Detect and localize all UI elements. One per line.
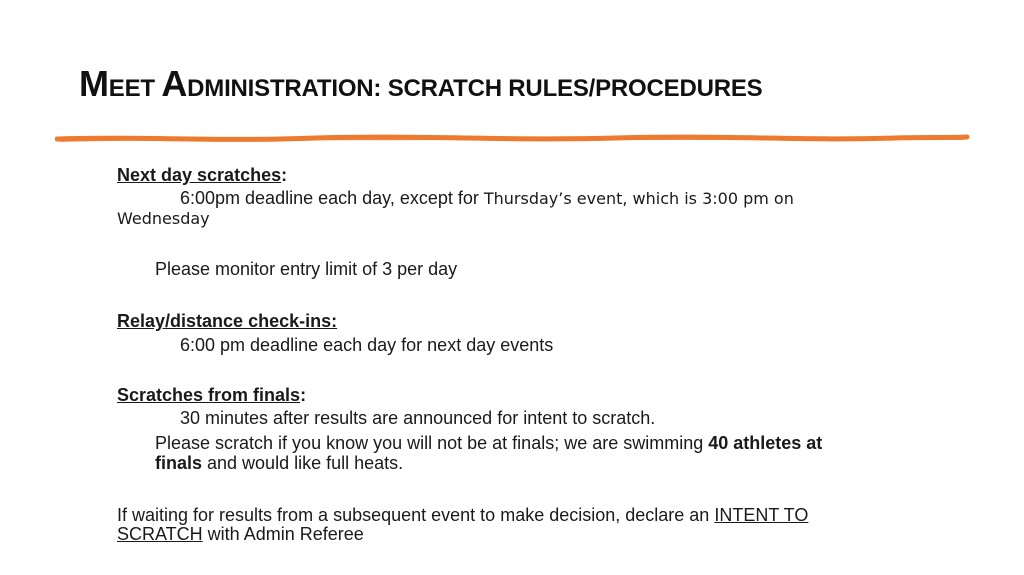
relay-heading: Relay/distance check-ins: (117, 311, 338, 331)
finals-heading-line: Scratches from finals: (117, 385, 307, 405)
entry-limit-note: Please monitor entry limit of 3 per day (155, 259, 458, 279)
next-day-deadline-cont: Wednesday (117, 209, 210, 228)
intent-to-scratch-link: INTENT TO (714, 505, 809, 525)
intent-note-cont: SCRATCH with Admin Referee (117, 524, 364, 544)
intent-to-scratch-link-cont: SCRATCH (117, 524, 203, 544)
next-day-deadline: 6:00pm deadline each day, except for Thursday’s event, which is 3:00 pm on (180, 188, 794, 208)
next-day-heading-line: Next day scratches: (117, 165, 288, 185)
relay-deadline: 6:00 pm deadline each day for next day events (180, 335, 554, 355)
orange-brush-divider (55, 128, 970, 148)
next-day-heading: Next day scratches (117, 165, 282, 185)
finals-deadline: 30 minutes after results are announced for intent to scratch. (180, 408, 656, 428)
finals-heading: Scratches from finals (117, 385, 301, 405)
finals-note-cont: finals and would like full heats. (155, 453, 404, 473)
intent-note: If waiting for results from a subsequent event to make decision, declare an INTENT TO (117, 505, 809, 525)
finals-note: Please scratch if you know you will not be at finals; we are swimming 40 athletes at (155, 433, 823, 453)
slide-title: MEET ADMINISTRATION: SCRATCH RULES/PROCEDURES (79, 63, 763, 104)
